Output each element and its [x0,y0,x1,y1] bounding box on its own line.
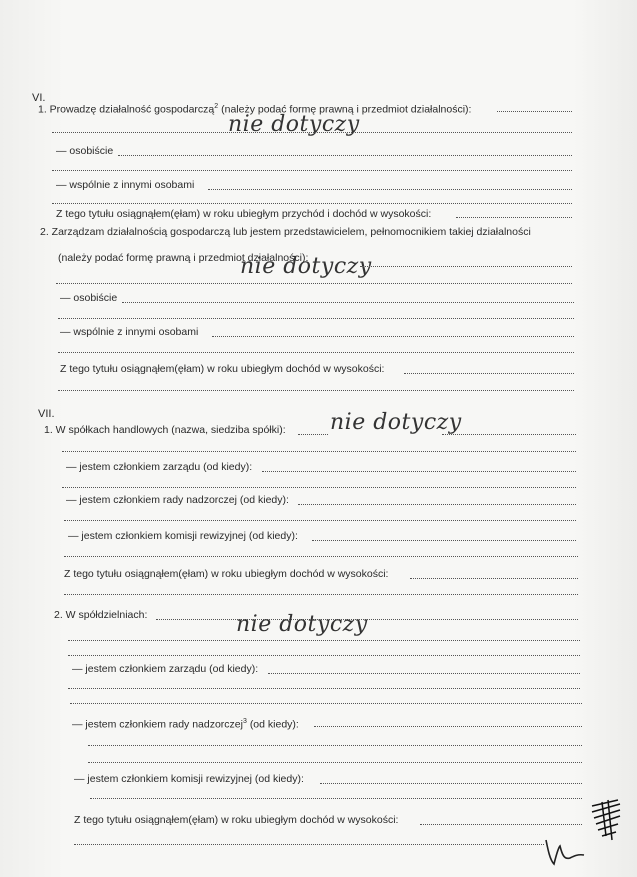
dotted-line [68,655,580,656]
dotted-line [298,434,328,435]
vi-item2-label-cont: (należy podać formę prawną i przedmiot działalności): [58,252,309,264]
section-vii-heading: VII. [38,408,55,420]
vii-item1-supervisory: — jestem członkiem rady nadzorczej (od kiedy): [66,494,289,506]
vii-item2-supervisory: — jestem członkiem rady nadzorczej$^3$ (od kiedy): [72,718,299,731]
dotted-line [58,352,574,353]
vii-item1-audit: — jestem członkiem komisji rewizyjnej (od kiedy): [68,530,298,542]
dotted-line [52,132,572,133]
dotted-line [497,111,572,112]
dotted-line [118,155,572,156]
handwritten-answer: nie dotyczy [240,254,372,279]
handwritten-answer: nie dotyczy [236,612,368,637]
dotted-line [320,783,582,784]
dotted-line [314,726,582,727]
vii-item1-board: — jestem członkiem zarządu (od kiedy): [66,461,253,473]
vii-item2-label: 2. W spółdzielniach: [54,609,148,621]
vii-item2-audit: — jestem członkiem komisji rewizyjnej (od kiedy): [74,773,304,785]
dotted-line [56,283,572,284]
dotted-line [64,594,578,595]
dotted-line [262,471,576,472]
section-vi-heading: VI. [32,92,46,104]
dotted-line [68,640,580,641]
vi-item1-income: Z tego tytułu osiągnąłem(ęłam) w roku ubiegłym przychód i dochód w wysokości: [56,208,432,220]
dotted-line [58,390,574,391]
dotted-line [88,745,582,746]
dotted-line [62,487,576,488]
dotted-line [212,336,574,337]
dotted-line [70,703,582,704]
vi-item1-label: 1. Prowadzę działalność gospodarczą$^2$ (należy podać formę prawną i przedmiot działalności): [38,103,472,116]
vii-item2-income: Z tego tytułu osiągnąłem(ęłam) w roku ubiegłym dochód w wysokości: [74,814,399,826]
initials-stamp [588,796,624,844]
vii-item1-income: Z tego tytułu osiągnąłem(ęłam) w roku ubiegłym dochód w wysokości: [64,568,389,580]
dotted-line [404,373,574,374]
dotted-line [122,302,574,303]
dotted-line [52,203,572,204]
dotted-line [64,556,578,557]
dotted-line [58,318,574,319]
dotted-line [90,798,582,799]
vi-item1-personal: — osobiście [56,145,114,157]
dotted-line [360,266,572,267]
vi-item2-joint: — wspólnie z innymi osobami [60,326,199,338]
dotted-line [88,762,582,763]
dotted-line [74,844,544,845]
dotted-line [208,189,572,190]
dotted-line [64,520,576,521]
dotted-line [268,673,580,674]
handwritten-answer: nie dotyczy [228,112,360,137]
dotted-line [52,170,572,171]
dotted-line [62,451,576,452]
dotted-line [68,688,580,689]
dotted-line [312,540,576,541]
vi-item2-label: 2. Zarządzam działalnością gospodarczą lub jestem przedstawicielem, pełnomocnikiem takiej działalności [40,226,531,238]
vii-item1-label: 1. W spółkach handlowych (nazwa, siedziba spółki): [44,424,286,436]
vi-item2-income: Z tego tytułu osiągnąłem(ęłam) w roku ubiegłym dochód w wysokości: [60,363,385,375]
dotted-line [298,504,576,505]
signature-initials [540,820,590,870]
dotted-line [410,578,578,579]
vii-item2-board: — jestem członkiem zarządu (od kiedy): [72,663,259,675]
vi-item2-personal: — osobiście [60,292,118,304]
vi-item1-joint: — wspólnie z innymi osobami [56,179,195,191]
dotted-line [442,434,576,435]
handwritten-answer: nie dotyczy [330,410,462,435]
dotted-line [456,217,572,218]
